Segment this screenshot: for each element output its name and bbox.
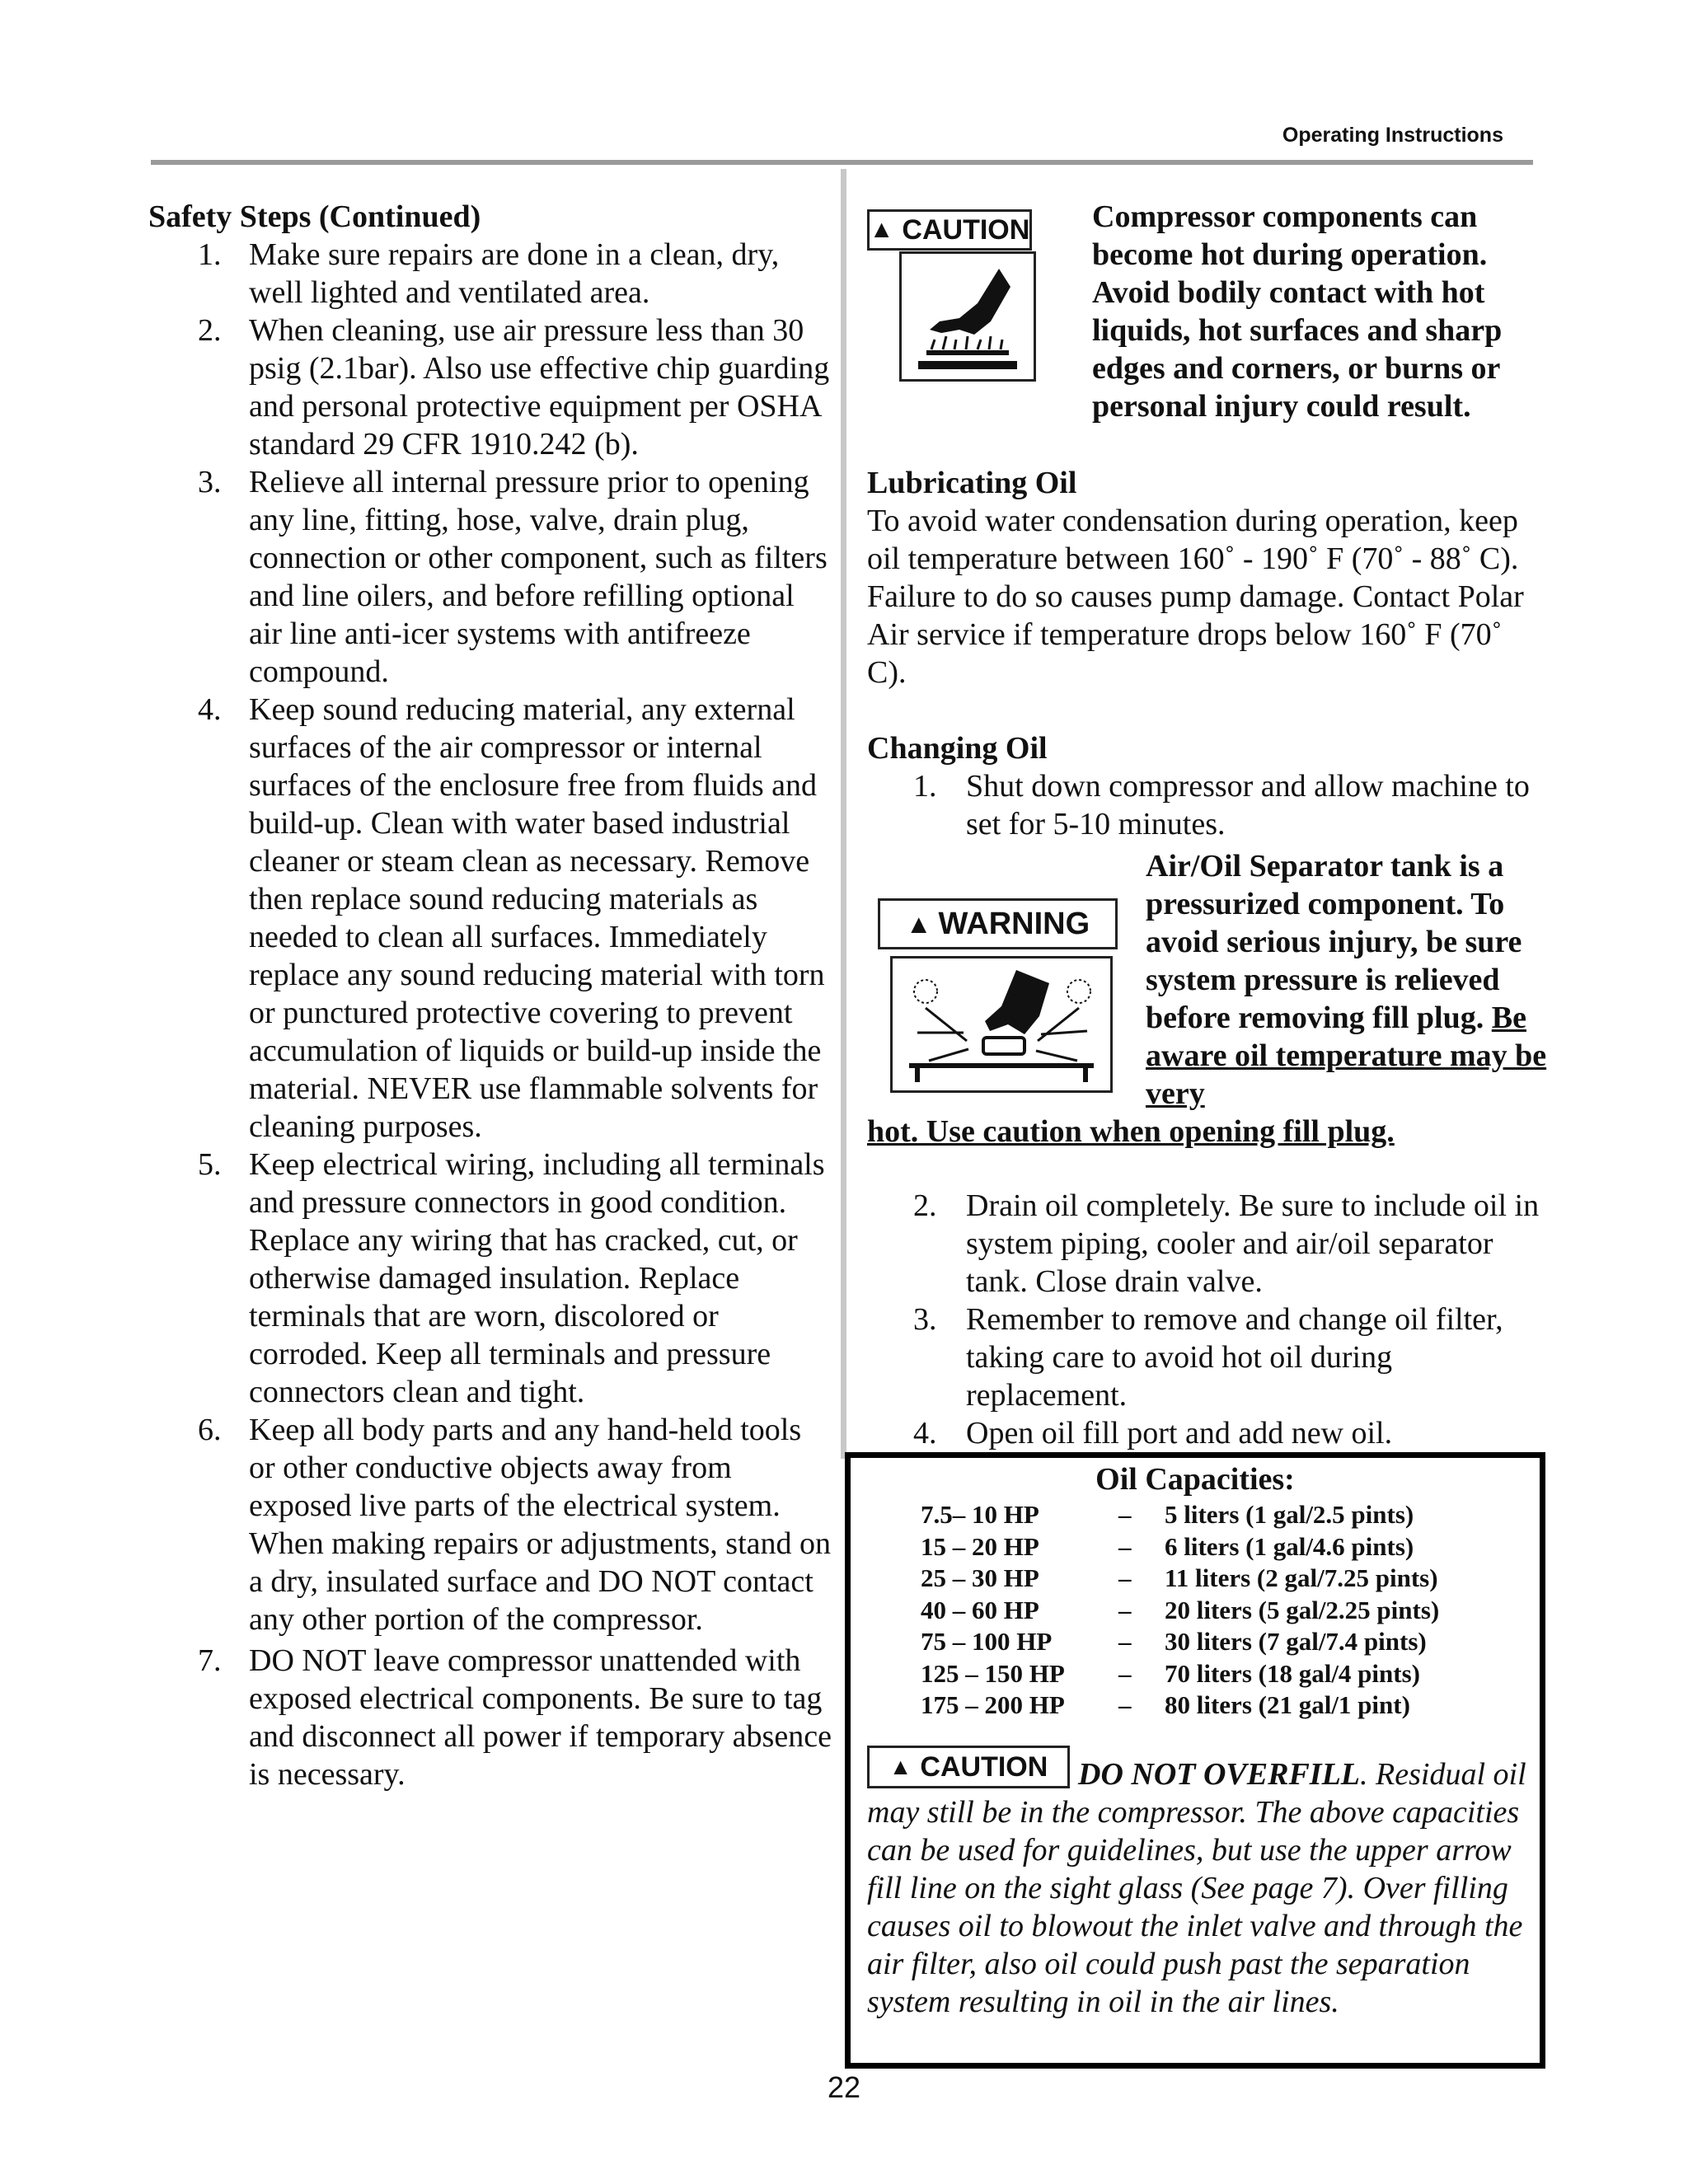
caution-sign: [867, 209, 1032, 251]
table-row: 40 – 60 HP – 20 liters (5 gal/2.25 pints): [921, 1595, 1440, 1624]
list-item: 2. When cleaning, use air pressure less than 30 psig (2.1bar). Also use effective chip guarding and personal protective equipment per OSHA standard 29 CFR 1910.242 (b).: [198, 313, 830, 462]
header-rule: [151, 160, 1533, 165]
left-column: [148, 198, 832, 1793]
list-item: 4. Keep sound reducing material, any external surfaces of the air compressor or internal surfaces of the enclosure free from fluids and build-up. Clean with water based industrial cleaner or steam clean as necessary. Remove then replace sound reducing materials as needed to clean all surfaces. Immediately replace any sound reducing material with torn or punctured protective covering to prevent accumulation of liquids or build-up inside the material. NEVER use flammable solvents for cleaning purposes.: [198, 692, 825, 1144]
list-item: 3. Remember to remove and change oil filter, taking care to avoid hot oil during replacement.: [913, 1302, 1503, 1413]
list-item: 2. Drain oil completely. Be sure to include oil in system piping, cooler and air/oil separator tank. Close drain valve.: [913, 1188, 1540, 1299]
list-item: 4. Open oil fill port and add new oil.: [913, 1416, 1393, 1451]
table-row: 175 – 200 HP – 80 liters (21 gal/1 pint): [921, 1690, 1410, 1719]
warning-label: ▲ WARNING: [878, 898, 1118, 949]
caution-label: ▲ CAUTION: [867, 209, 1032, 251]
list-item: 1. Make sure repairs are done in a clean, dry, well lighted and ventilated area.: [198, 237, 780, 310]
list-item: 7. DO NOT leave compressor unattended with exposed electrical components. Be sure to tag and disconnect all power if temporary absence is necessary.: [198, 1643, 832, 1792]
lubricating-oil-heading: Lubricating Oil: [867, 466, 1077, 500]
warning-triangle-icon: ▲: [905, 908, 932, 939]
table-row: 75 – 100 HP – 30 liters (7 gal/7.4 pints): [921, 1627, 1427, 1656]
warning-pressure-text: Air/Oil Separator tank is a pressurized component. To avoid serious injury, be sure system pressure is relieved before removing fill plug. Be aware oil temperature may be very: [1146, 849, 1547, 1111]
list-item: 3. Relieve all internal pressure prior to opening any line, fitting, hose, valve, drain plug, connection or other component, such as filters and line oilers, and before refilling optional air line anti-icer systems with antifreeze compound.: [198, 465, 828, 689]
table-row: 125 – 150 HP – 70 liters (18 gal/4 pints): [921, 1658, 1420, 1688]
caution-hot-components-text: Compressor components can become hot during operation. Avoid bodily contact with hot liquids, hot surfaces and sharp edges and corners, or burns or personal injury could result.: [1092, 199, 1503, 424]
safety-steps-list: [148, 236, 832, 1793]
hot-surface-hand-icon: [899, 251, 1036, 382]
page-number: 22: [827, 2070, 861, 2104]
lubricating-oil-section: [867, 464, 1543, 691]
oil-capacities-table: [921, 1499, 1439, 1722]
overfill-warning: DO NOT OVERFILL: [1078, 1757, 1361, 1792]
table-row: 15 – 20 HP – 6 liters (1 gal/4.6 pints): [921, 1531, 1414, 1561]
section-header: Operating Instructions: [1282, 124, 1503, 147]
warning-triangle-icon: ▲: [889, 1754, 912, 1779]
list-item: 5. Keep electrical wiring, including all terminals and pressure connectors in good condition. Replace any wiring that has cracked, cut, or otherwise damaged insulation. Replace terminals that are worn, discolored or corroded. Keep all terminals and pressure connectors clean and tight.: [198, 1147, 825, 1409]
lubricating-oil-text: To avoid water condensation during operation, keep oil temperature between 160˚ - 190˚ F (70˚ - 88˚ C). Failure to do so causes pump damage. Contact Polar Air service if temperature drops below 160˚ F (70˚ C).: [867, 504, 1524, 690]
warning-underlined-note-end: hot. Use caution when opening fill plug.: [867, 1114, 1395, 1149]
table-row: 25 – 30 HP – 11 liters (2 gal/7.25 pints): [921, 1563, 1438, 1592]
warning-underlined-note: Be aware oil temperature may be very: [1146, 1001, 1547, 1111]
overfill-note: DO NOT OVERFILL. Residual oil may still be in the compressor. The above capacities can be used for guidelines, but use the upper arrow fill line on the sight glass (See page 7). Over filling causes oil to blowout the inlet valve and through the air filter, also oil could push past the separation system resulting in oil in the air lines.: [867, 1757, 1526, 2019]
changing-oil-steps: [867, 1187, 1543, 1452]
pressure-burst-hand-icon: [890, 956, 1113, 1093]
oil-capacities-title: Oil Capacities:: [1095, 1462, 1295, 1497]
column-divider: [841, 169, 846, 1459]
table-row: 7.5– 10 HP – 5 liters (1 gal/2.5 pints): [921, 1500, 1414, 1529]
warning-triangle-icon: ▲: [869, 216, 894, 243]
safety-steps-heading: Safety Steps (Continued): [148, 199, 481, 234]
list-item: 1. Shut down compressor and allow machine to set for 5-10 minutes.: [913, 769, 1530, 841]
caution-overfill-label: ▲ CAUTION: [867, 1746, 1070, 1788]
changing-oil-section: [867, 729, 1543, 843]
list-item: 6. Keep all body parts and any hand-held tools or other conductive objects away from exposed live parts of the electrical system. When making repairs or adjustments, stand on a dry, insulated surface and DO NOT contact any other portion of the compressor.: [198, 1413, 832, 1637]
changing-oil-heading: Changing Oil: [867, 731, 1048, 766]
changing-oil-step1: [867, 767, 1543, 843]
